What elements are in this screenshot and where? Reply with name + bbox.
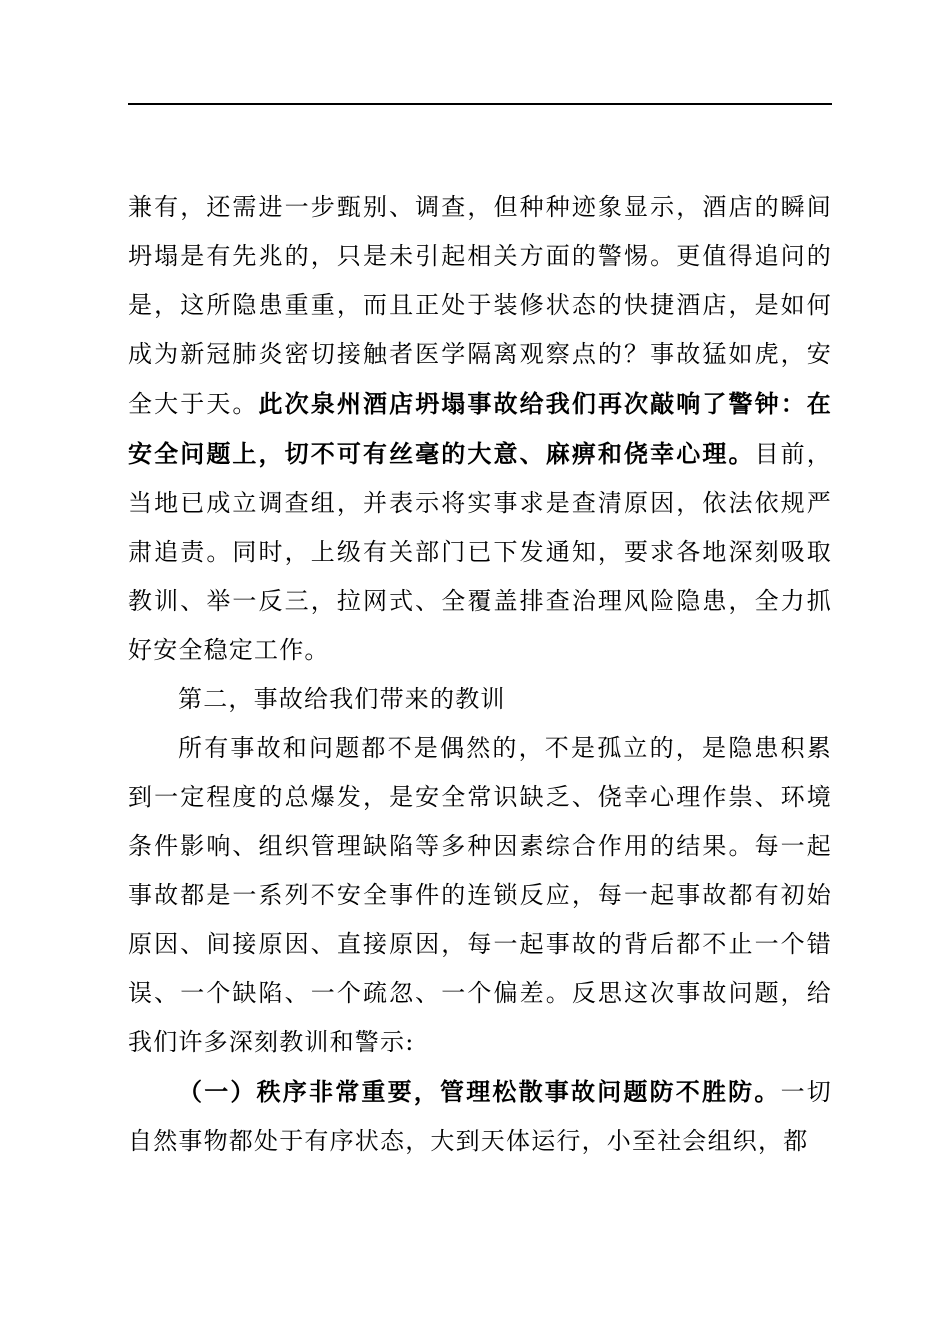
subsection-paragraph <box>128 1067 832 1166</box>
paragraph-text: 兼有，还需进一步甄别、调查，但种种迹象显示，酒店的瞬间坍塌是有先兆的，只是未引起相关方面的警惕。更值得追问的是，这所隐患重重，而且正处于装修状态的快捷酒店，是如何成为新冠肺炎密切接触者医学隔离观察点的？事故猛如虎，安全大于天。 <box>128 193 832 418</box>
paragraph-continuation <box>128 183 832 675</box>
section-heading: 第二，事故给我们带来的教训 <box>178 685 506 713</box>
header-rule <box>128 103 832 105</box>
paragraph: 所有事故和问题都不是偶然的，不是孤立的，是隐患积累到一定程度的总爆发，是安全常识缺乏、侥幸心理作祟、环境条件影响、组织管理缺陷等多种因素综合作用的结果。每一起事故都是一系列不安全事件的连锁反应，每一起事故都有初始原因、间接原因、直接原因，每一起事故的背后都不止一个错误、一个缺陷、一个疏忽、一个偏差。反思这次事故问题，给我们许多深刻教训和警示: <box>128 734 832 1056</box>
paragraph-text: 一切自然事物都处于有序状态，大到天体运行，小至社会组织，都 <box>128 1078 832 1155</box>
document-body <box>128 183 832 1166</box>
paragraph-bold-text: 此次泉州酒店坍塌事故给我们再次敲响了警钟：在安全问题上，切不可有丝毫的大意、麻痹和侥幸心理。 <box>128 389 833 468</box>
paragraph-text: 目前，当地已成立调查组，并表示将实事求是查清原因，依法依规严肃追责。同时，上级有关部门已下发通知，要求各地深刻吸取教训、举一反三，拉网式、全覆盖排查治理风险隐患，全力抓好安全稳定工作。 <box>128 440 832 664</box>
subsection-heading: （一）秩序非常重要，管理松散事故问题防不胜防。 <box>178 1077 781 1106</box>
